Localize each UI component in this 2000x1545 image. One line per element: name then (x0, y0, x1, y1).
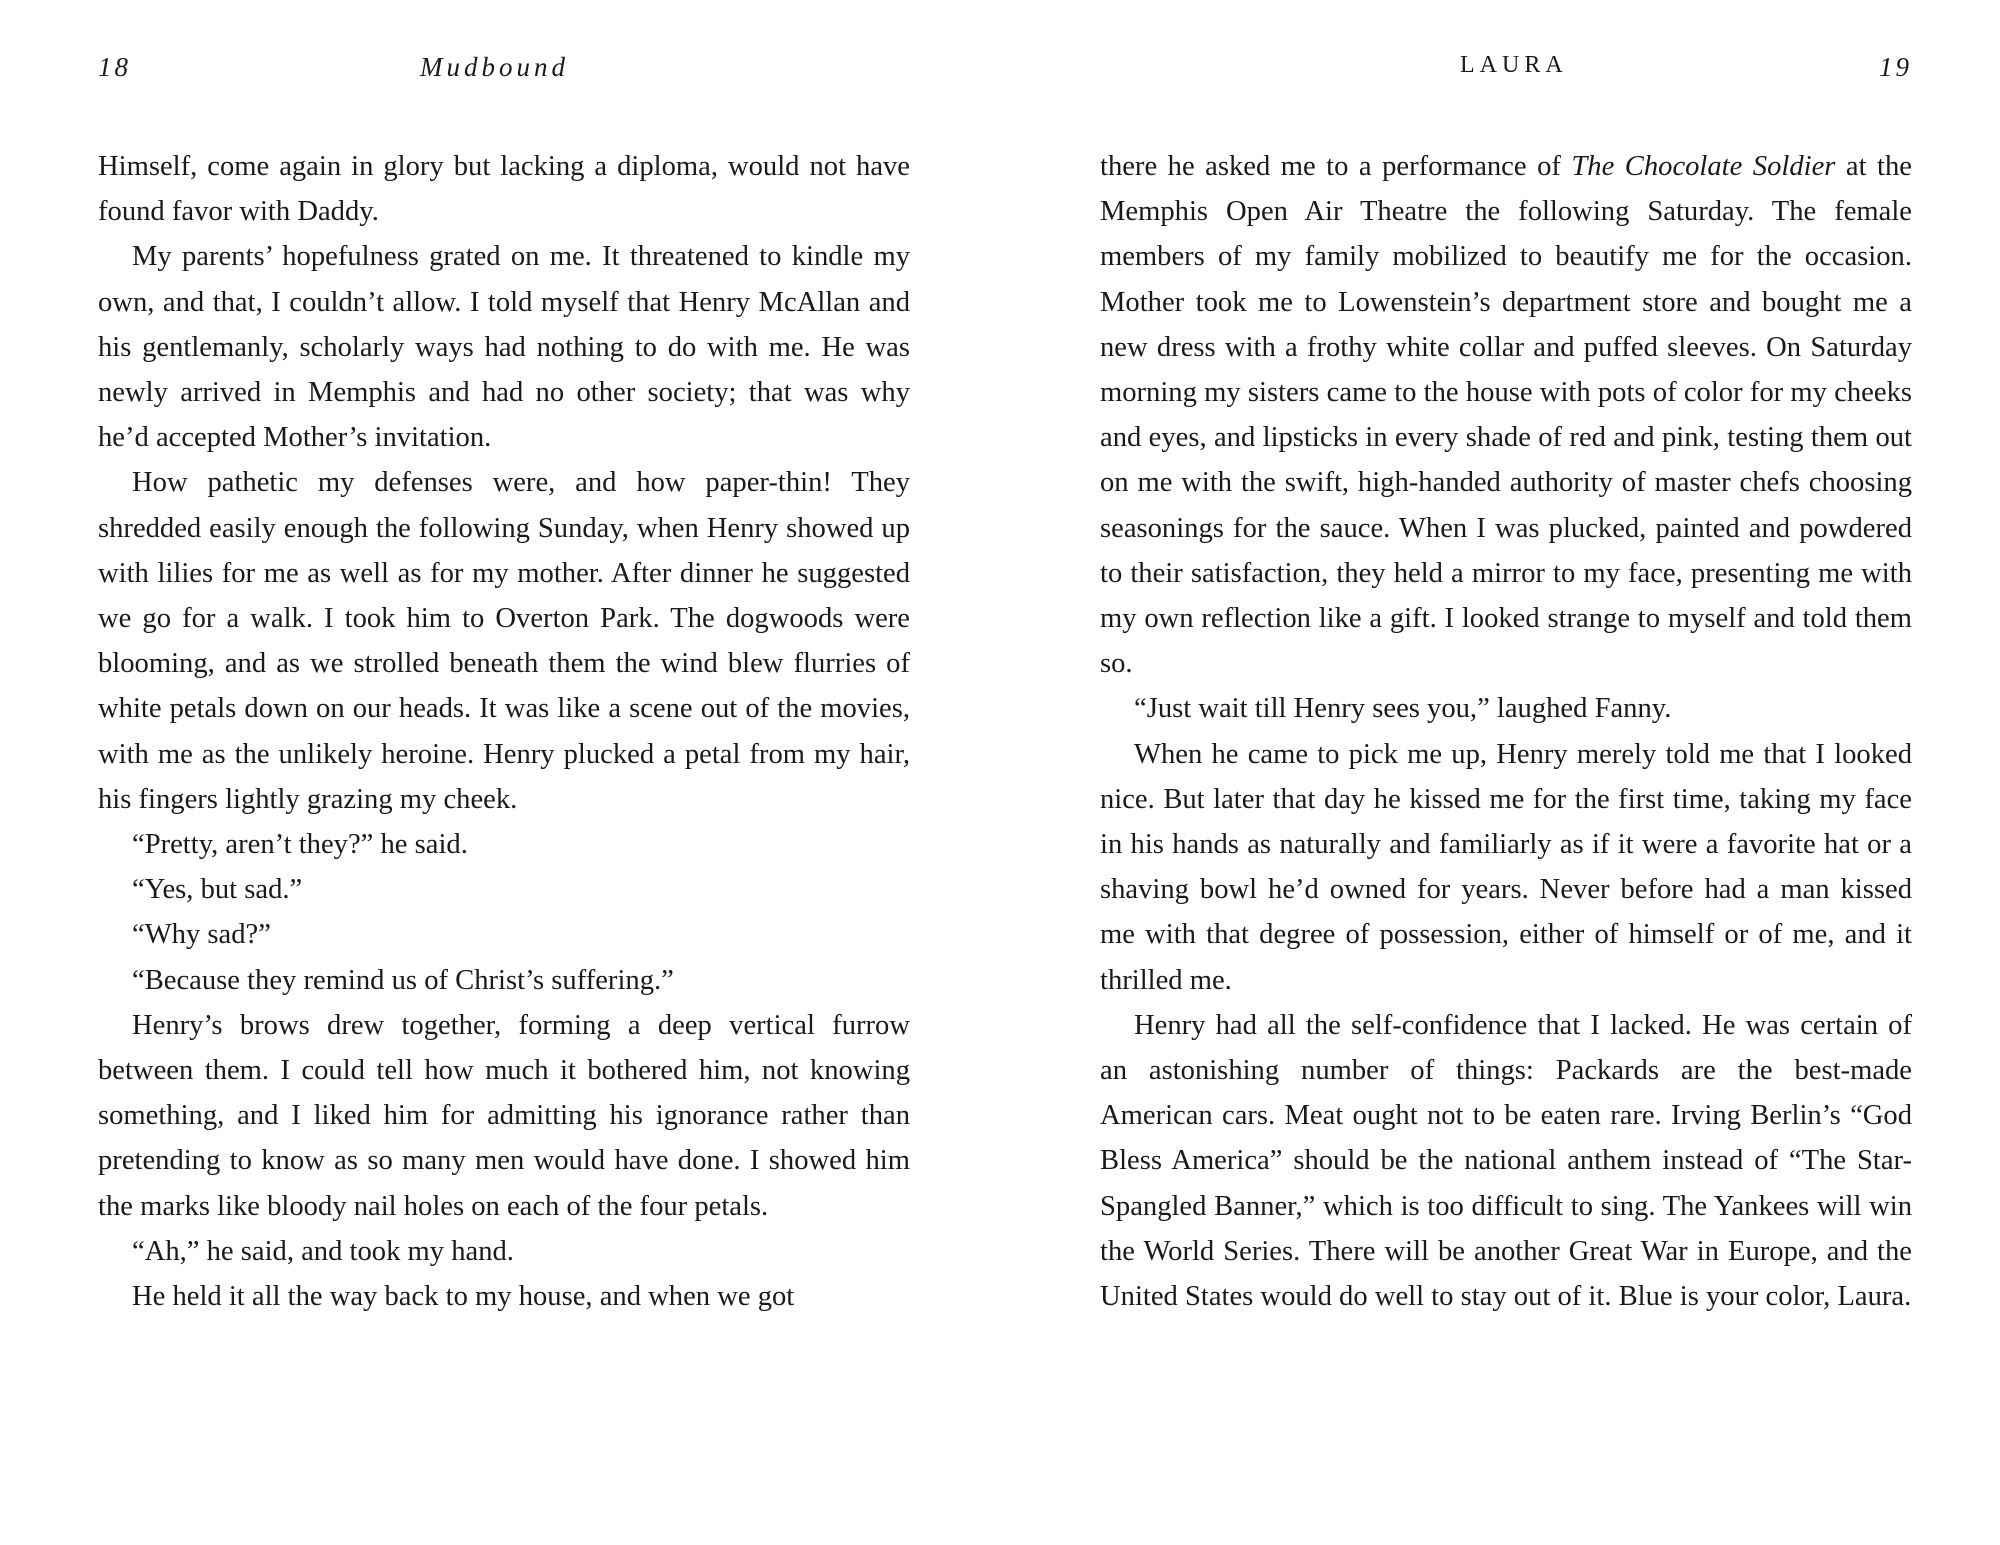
right-page (1000, 0, 2000, 1545)
play-title: The Chocolate Soldier (1571, 151, 1836, 182)
left-body-text (98, 144, 910, 1319)
right-running-head (1000, 52, 2000, 92)
paragraph: When he came to pick me up, Henry merely told me that I looked nice. But later that day he kissed me for the first time, taking my face in his hands as naturally and familiarly as if it were a favorite hat or a shaving bowl he’d owned for years. Never before had a man kissed me with that degree of possession, either of himself or of me, and it thrilled me. (1100, 738, 1912, 996)
paragraph-text: there he asked me to a performance of (1100, 151, 1572, 182)
paragraph (1100, 144, 1912, 686)
paragraph: Henry had all the self-confidence that I lacked. He was certain of an astonishing number of things: Packards are the best-made American cars. Meat ought not to be eaten rare. Irving Berlin’s “God Bless America” should be the national anthem instead of “The Star-Spangled Banner,” which is too difficult to sing. The Yankees will win the World Series. There will be another Great War in Europe, and the United States would do well to stay out of it. Blue is your color, Laura. (1100, 1009, 1912, 1313)
paragraph: How pathetic my defenses were, and how paper-thin! They shredded easily enough the following Sunday, when Henry showed up with lilies for me as well as for my mother. After dinner he suggested we go for a walk. I took him to Overton Park. The dogwoods were blooming, and as we strolled beneath them the wind blew flurries of white petals down on our heads. It was like a scene out of the movies, with me as the unlikely heroine. Henry plucked a petal from my hair, his fingers lightly grazing my cheek. (98, 467, 910, 815)
dialogue-line: “Ah,” he said, and took my hand. (132, 1235, 514, 1267)
paragraph: He held it all the way back to my house, and when we got (132, 1281, 795, 1313)
paragraph: Himself, come again in glory but lacking a diploma, would not have found favor with Daddy. (98, 151, 910, 228)
chapter-title-header: LAURA (1460, 52, 1568, 78)
left-running-head (0, 52, 1000, 92)
paragraph-text: at the Memphis Open Air Theatre the following Saturday. The female members of my family mobilized to beautify me for the occasion. Mother took me to Lowenstein’s department store and bought me a new dress with a frothy white collar and puffed sleeves. On Saturday morning my sisters came to the house with pots of color for my cheeks and eyes, and lipsticks in every shade of red and pink, testing them out on me with the swift, high-handed authority of master chefs choosing seasonings for the sauce. When I was plucked, painted and powdered to their satisfaction, they held a mirror to my face, presenting me with my own reflection like a gift. I looked strange to myself and told them so. (1100, 151, 1912, 680)
dialogue-line: “Yes, but sad.” (132, 874, 303, 906)
left-page-number: 18 (98, 52, 131, 82)
right-body-text (1100, 144, 1912, 1319)
paragraph: Henry’s brows drew together, forming a deep vertical furrow between them. I could tell how much it bothered him, not knowing something, and I liked him for admitting his ignorance rather than pretending to know as so many men would have done. I showed him the marks like bloody nail holes on each of the four petals. (98, 1009, 910, 1222)
dialogue-line: “Just wait till Henry sees you,” laughed Fanny. (1134, 693, 1672, 725)
book-title-header: Mudbound (420, 52, 569, 82)
dialogue-line: “Pretty, aren’t they?” he said. (132, 829, 468, 861)
right-page-number: 19 (1879, 52, 1912, 82)
paragraph: My parents’ hopefulness grated on me. It threatened to kindle my own, and that, I couldn’t allow. I told myself that Henry McAllan and his gentlemanly, scholarly ways had nothing to do with me. He was newly arrived in Memphis and had no other society; that was why he’d accepted Mother’s invitation. (98, 241, 910, 454)
dialogue-line: “Why sad?” (132, 919, 271, 951)
dialogue-line: “Because they remind us of Christ’s suffering.” (132, 964, 674, 996)
